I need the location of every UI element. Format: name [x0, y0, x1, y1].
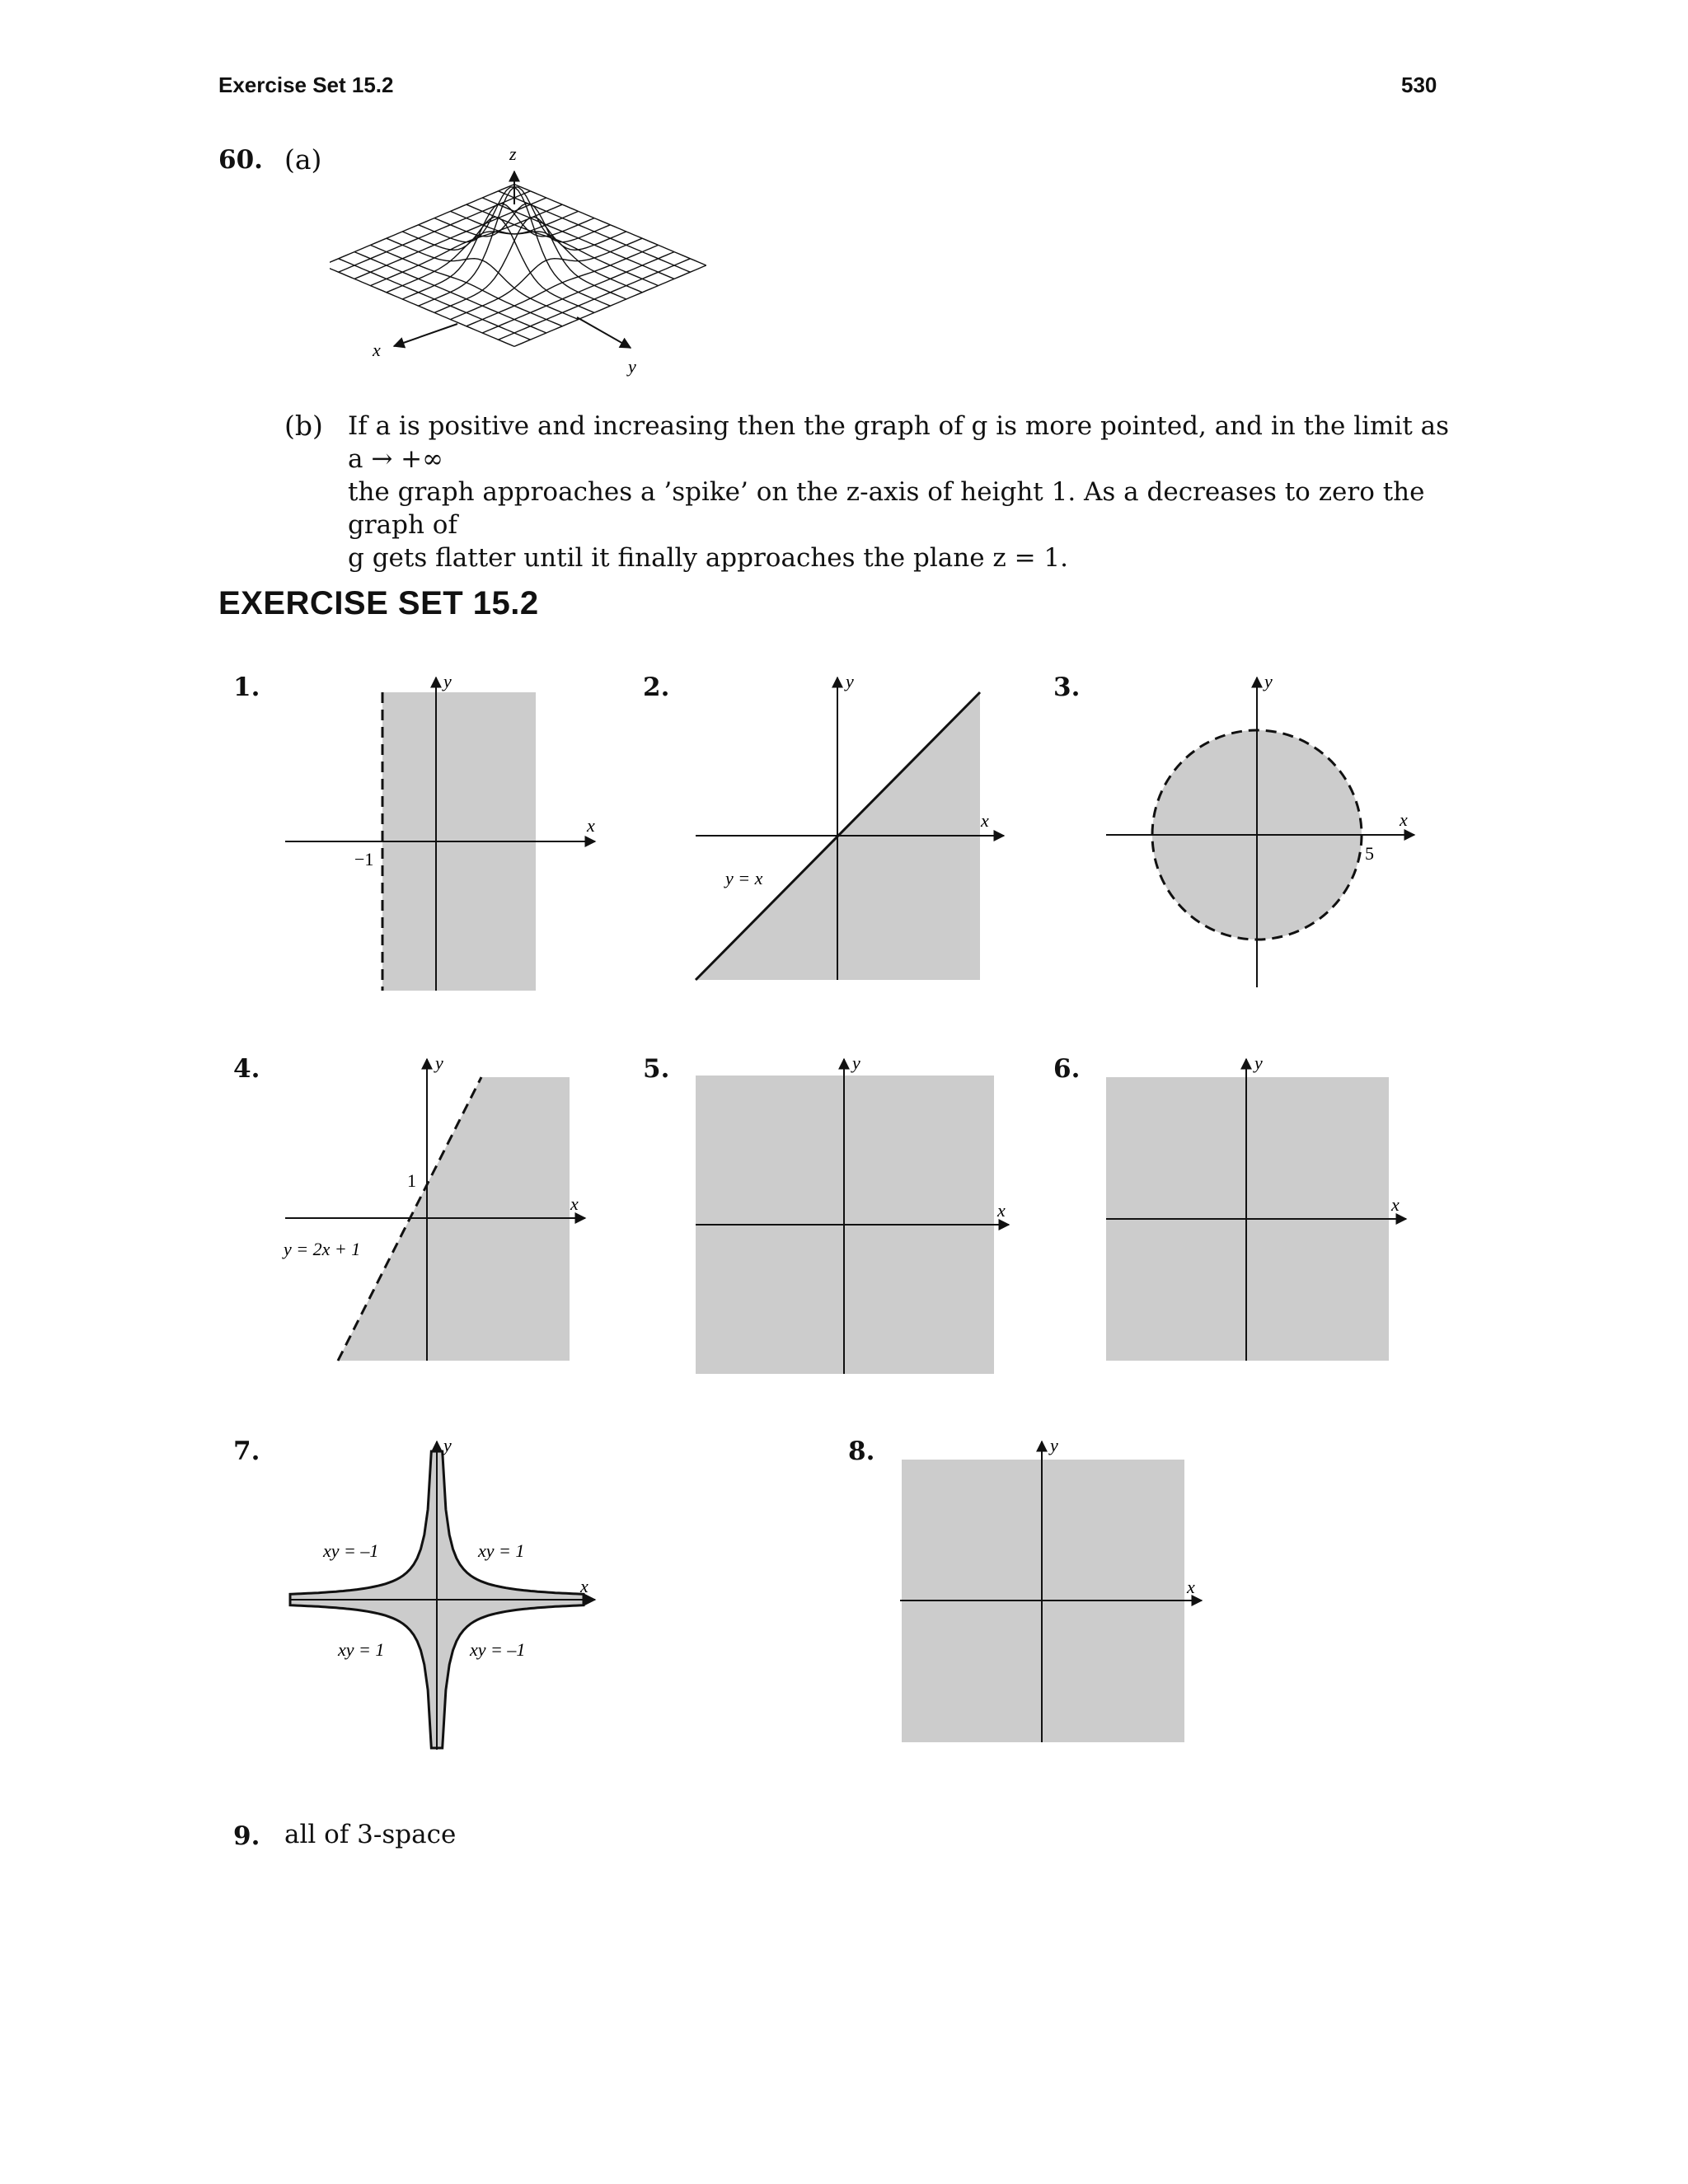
problem-8-number: 8. — [848, 1436, 875, 1466]
mesh-line — [514, 265, 706, 346]
problem-5-number: 5. — [643, 1054, 670, 1084]
x-axis-label: x — [997, 1200, 1006, 1221]
graph-5-whole-plane — [691, 1049, 1020, 1379]
part-b-line-1: If a is positive and increasing then the graph of g is more pointed, and in the limit as a → +∞ — [348, 411, 1450, 474]
mesh-line — [387, 211, 579, 292]
mesh-line — [482, 252, 674, 333]
part-b-line-3: g gets flatter until it finally approaches the plane z = 1. — [348, 543, 1069, 573]
graph-7-hyperbola-region — [280, 1432, 610, 1761]
y-axis-label: y — [852, 1052, 860, 1073]
y-axis-label: y — [1254, 1052, 1263, 1073]
mesh-line — [370, 245, 562, 326]
graph-4-region-below-line — [280, 1049, 610, 1379]
problem-7-number: 7. — [233, 1436, 260, 1466]
problem-60-number: 60. — [218, 145, 263, 175]
surface-mesh — [330, 185, 706, 347]
problem-60-part-a-label: (a) — [284, 143, 322, 176]
mesh-line — [467, 245, 659, 326]
running-header: Exercise Set 15.2 — [218, 73, 394, 97]
graph-2-region-below-y-eq-x — [691, 668, 1020, 997]
graph-1-half-plane-x-gt-neg1 — [280, 668, 610, 997]
x-axis-label: x — [373, 340, 381, 360]
x-axis-label: x — [1400, 809, 1408, 830]
problem-6-number: 6. — [1053, 1054, 1081, 1084]
tick-label: −1 — [354, 849, 374, 869]
z-axis-label: z — [509, 143, 517, 164]
mesh-line — [387, 238, 579, 319]
x-axis-label: x — [570, 1193, 579, 1214]
mesh-line — [450, 238, 642, 319]
section-title: EXERCISE SET 15.2 — [218, 585, 539, 621]
gaussian-surface-plot — [330, 140, 709, 396]
y-axis-label: y — [435, 1052, 443, 1073]
problem-9-number: 9. — [233, 1821, 260, 1851]
x-axis — [394, 324, 457, 346]
problem-60-part-b-text — [348, 410, 1452, 574]
y-axis-label: y — [628, 356, 636, 377]
problem-9-text: all of 3-space — [284, 1820, 457, 1849]
tick-label: 5 — [1365, 843, 1374, 864]
line-label: y = x — [725, 868, 763, 888]
curve-label-3: xy = 1 — [338, 1639, 385, 1660]
page-number: 530 — [1401, 73, 1437, 97]
y-axis-label: y — [443, 1435, 452, 1455]
y-axis-label: y — [1264, 671, 1273, 691]
y-axis-label: y — [443, 671, 452, 691]
y-axis-label: y — [1050, 1435, 1058, 1455]
x-axis-label: x — [981, 810, 989, 831]
part-b-line-2: the graph approaches a ’spike’ on the z-axis of height 1. As a decreases to zero the graph of — [348, 477, 1425, 540]
problem-4-number: 4. — [233, 1054, 260, 1084]
problem-1-number: 1. — [233, 673, 260, 702]
graph-6-whole-plane — [1101, 1049, 1431, 1379]
problem-3-number: 3. — [1053, 673, 1081, 702]
tick-label: 1 — [407, 1170, 416, 1191]
problem-60-part-b-label: (b) — [284, 410, 323, 442]
x-axis-label: x — [1187, 1577, 1195, 1597]
mesh-line — [354, 252, 546, 333]
problem-2-number: 2. — [643, 673, 670, 702]
x-axis-label: x — [580, 1576, 588, 1596]
curve-label-4: xy = –1 — [470, 1639, 526, 1660]
line-label: y = 2x + 1 — [284, 1239, 361, 1259]
x-axis-label: x — [1391, 1194, 1400, 1215]
x-axis-label: x — [587, 815, 595, 836]
y-axis-label: y — [846, 671, 854, 691]
curve-label-2: xy = 1 — [478, 1540, 525, 1561]
graph-3-open-disk — [1101, 668, 1431, 997]
mesh-line — [450, 211, 642, 292]
curve-label-1: xy = –1 — [323, 1540, 379, 1561]
graph-8-whole-plane — [897, 1432, 1226, 1761]
y-axis — [577, 317, 631, 348]
